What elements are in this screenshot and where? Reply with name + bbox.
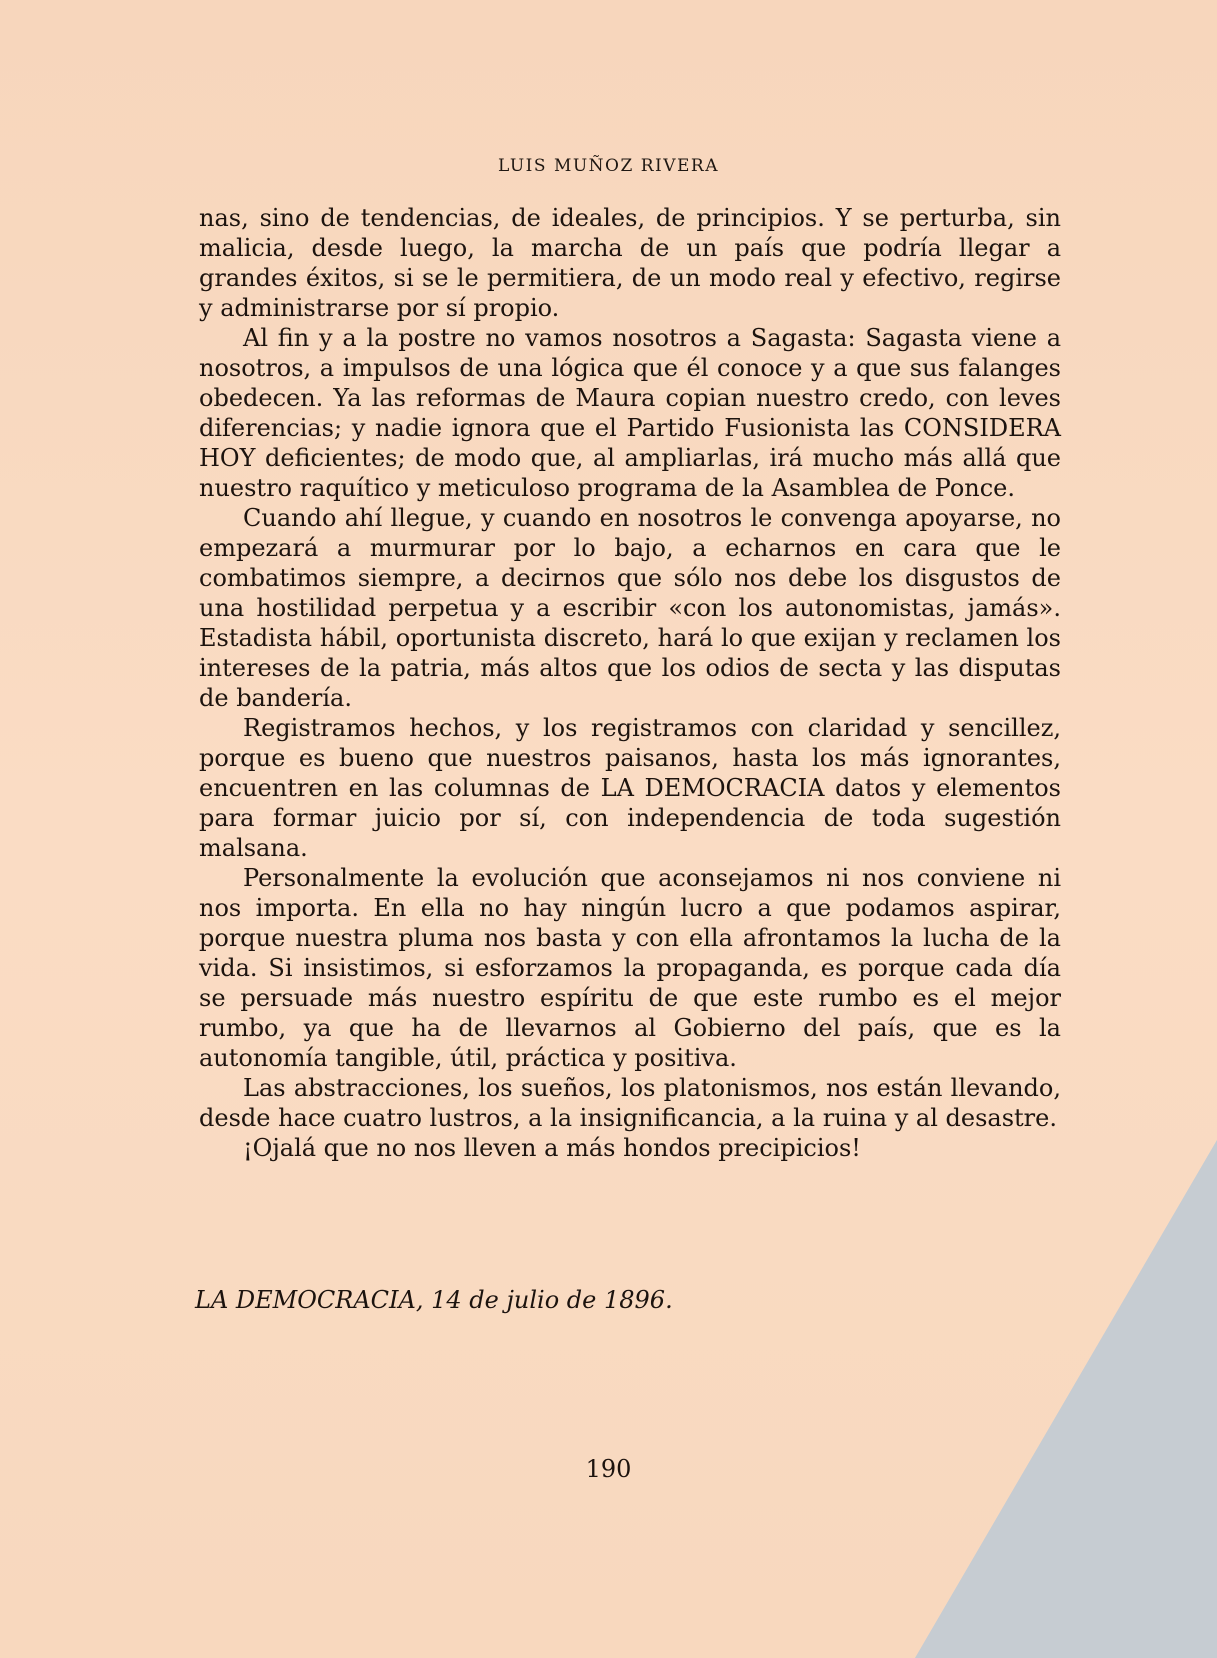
paragraph: Al fin y a la postre no vamos nosotros a Sagasta: Sagasta viene a nosotros, a impulsos de una lógica que él conoce y a que sus falanges obedecen. Ya las reformas de Maura copian nuestro credo, con leves diferencias; y nadie ignora que el Partido Fusionista las CONSIDERA HOY deficientes; de modo que, al ampliarlas, irá mucho más allá que nuestro raquítico y meticuloso programa de la Asamblea de Ponce. — [199, 324, 1061, 502]
paragraph: nas, sino de tendencias, de ideales, de principios. Y se perturba, sin malicia, desde luego, la marcha de un país que podría llegar a grandes éxitos, si se le permitiera, de un modo real y efectivo, regirse y administrarse por sí propio. — [199, 204, 1061, 322]
page-number: 190 — [585, 1455, 632, 1483]
body-text — [199, 203, 1061, 1163]
paragraph: ¡Ojalá que no nos lleven a más hondos precipicios! — [243, 1134, 861, 1162]
paragraph: Las abstracciones, los sueños, los platonismos, nos están llevando, desde hace cuatro lustros, a la insignificancia, a la ruina y al desastre. — [199, 1074, 1061, 1132]
paragraph: Cuando ahí llegue, y cuando en nosotros le convenga apoyarse, no empezará a murmurar por lo bajo, a echarnos en cara que le combatimos siempre, a decirnos que sólo nos debe los disgustos de una hostilidad perpetua y a escribir «con los autonomistas, jamás». Estadista hábil, oportunista discreto, hará lo que exijan y reclamen los intereses de la patria, más altos que los odios de secta y las disputas de bandería. — [199, 504, 1061, 712]
running-head: LUIS MUÑOZ RIVERA — [498, 156, 719, 176]
paragraph: Personalmente la evolución que aconsejamos ni nos conviene ni nos importa. En ella no hay ningún lucro a que podamos aspirar, porque nuestra pluma nos basta y con ella afrontamos la lucha de la vida. Si insistimos, si esforzamos la propaganda, es porque cada día se persuade más nuestro espíritu de que este rumbo es el mejor rumbo, ya que ha de llevarnos al Gobierno del país, que es la autonomía tangible, útil, práctica y positiva. — [199, 864, 1061, 1072]
paragraph: Registramos hechos, y los registramos con claridad y sencillez, porque es bueno que nuestros paisanos, hasta los más ignorantes, encuentren en las columnas de LA DEMOCRACIA datos y elementos para formar juicio por sí, con independencia de toda sugestión malsana. — [199, 714, 1061, 862]
source-signature: LA DEMOCRACIA, 14 de julio de 1896. — [195, 1286, 673, 1314]
